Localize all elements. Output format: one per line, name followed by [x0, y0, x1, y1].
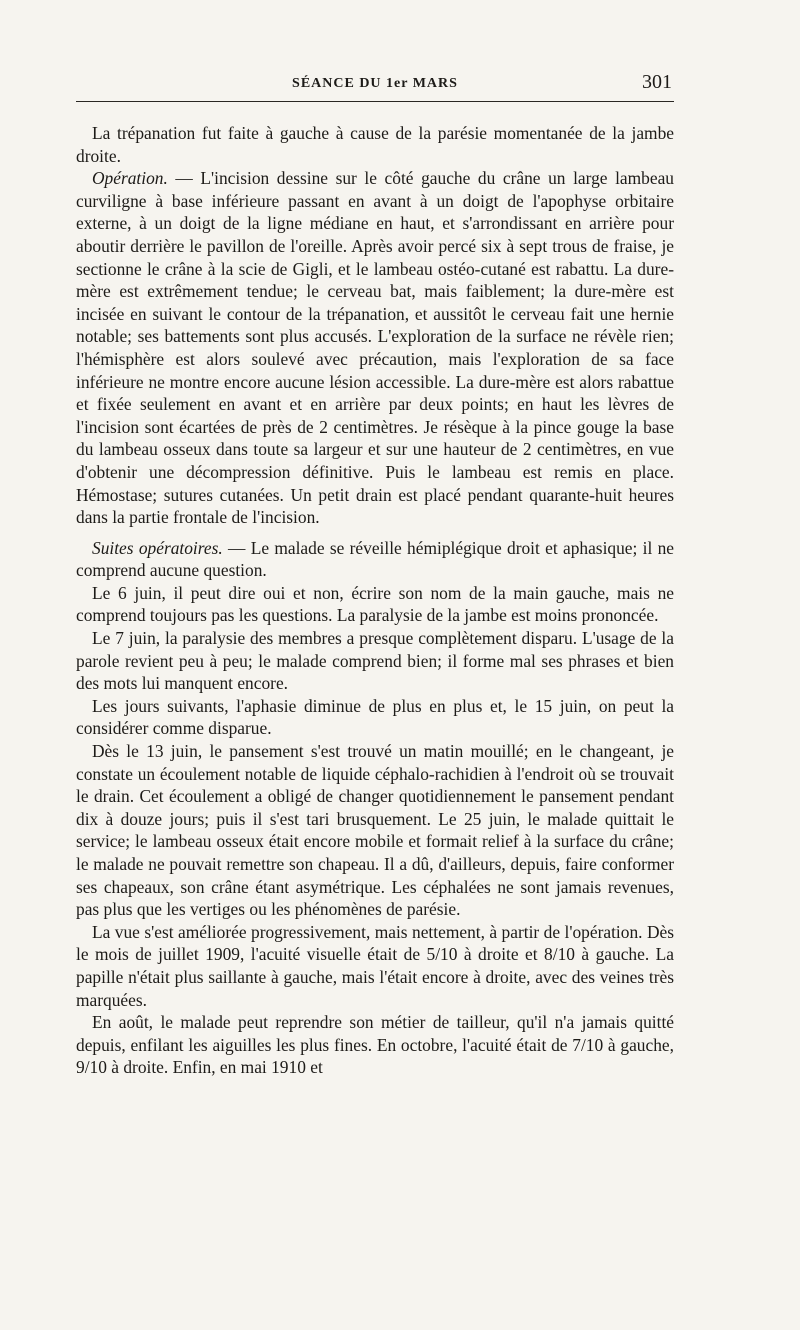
- paragraph-13-juin: [76, 740, 674, 921]
- paragraph-text: La vue s'est améliorée progressivement, mais nettement, à partir de l'opération. Dès le mois de juillet 1909, l'acuité visuelle était de 5/10 à droite et 8/10 à gauche. La papille n'était plus saillante à gauche, mais l'était encore à droite, avec des veines très marquées.: [76, 921, 674, 1010]
- paragraph-text: Le 7 juin, la paralysie des membres a presque complètement disparu. L'usage de la parole revient peu à peu; le malade comprend bien; il forme mal ses phrases et bien des mots lui manquent encore.: [76, 628, 674, 694]
- paragraph-text: — L'incision dessine sur le côté gauche du crâne un large lambeau curviligne à base inférieure passant en avant à un doigt de l'apophyse orbitaire externe, à un doigt de la ligne médiane en haut, et s'arrondissant en arrière pour aboutir derrière le pavillon de l'oreille. Après avoir percé six à sept trous de fraise, je sectionne le crâne à la scie de Gigli, et le lambeau ostéo-cutané est rabattu. La dure-mère est extrêmement tendue; le cerveau bat, mais faiblement; la dure-mère est incisée en suivant le contour de la trépanation, et aussitôt le cerveau fait une hernie notable; ses battements sont plus accusés. L'exploration de la surface ne révèle rien; l'hémisphère est alors soulevé avec précaution, mais l'exploration de sa face inférieure ne montre encore aucune lésion accessible. La dure-mère est alors rabattue et fixée seulement en avant et en arrière par deux points; en haut les lèvres de l'incision sont écartées de près de 2 centimètres. Je résèque à la pince gouge la base du lambeau osseux dans toute sa largeur et sur une hauteur de 2 centimètres, en vue d'obtenir une décompression définitive. Puis le lambeau est remis en place. Hémostase; sutures cutanées. Un petit drain est placé pendant quarante-huit heures dans la partie frontale de l'incision.: [76, 168, 674, 528]
- paragraph-operation: [76, 167, 674, 529]
- paragraph-lead: Suites opératoires.: [92, 537, 223, 558]
- paragraph-text: En août, le malade peut reprendre son métier de tailleur, qu'il n'a jamais quitté depuis, enfilant les aiguilles les plus fines. En octobre, l'acuité était de 7/10 à gauche, 9/10 à droite. Enfin, en mai 1910 et: [76, 1012, 674, 1078]
- paragraph-7-juin: [76, 627, 674, 695]
- paragraph-trepanation: [76, 122, 674, 167]
- running-title: SÉANCE DU 1er MARS: [292, 76, 458, 91]
- paragraph-text: Les jours suivants, l'aphasie diminue de plus en plus et, le 15 juin, on peut la considérer comme disparue.: [76, 695, 674, 739]
- paragraph-text: Le 6 juin, il peut dire oui et non, écrire son nom de la main gauche, mais ne comprend toujours pas les questions. La paralysie de la jambe est moins prononcée.: [76, 582, 674, 626]
- paragraph-text: Dès le 13 juin, le pansement s'est trouvé un matin mouillé; en le changeant, je constate un écoulement notable de liquide céphalo-rachidien à l'endroit où se trouvait le drain. Cet écoulement a obligé de changer quotidiennement le pansement pendant dix à douze jours; puis il s'est tari brusquement. Le 25 juin, le malade quittait le service; le lambeau osseux était encore mobile et formait relief à la surface du crâne; le malade ne pouvait remettre son chapeau. Il a dû, d'ailleurs, depuis, faire conformer ses chapeaux, son crâne étant asymétrique. Les céphalées ne sont jamais revenues, pas plus que les vertiges ou les phénomènes de parésie.: [76, 741, 674, 920]
- paragraph-text: — Le malade se réveille hémiplégique droit et aphasique; il ne comprend aucune question.: [76, 537, 675, 581]
- paragraph-text: La trépanation fut faite à gauche à cause de la parésie momentanée de la jambe droite.: [76, 123, 674, 166]
- paragraph-aout: [76, 1011, 674, 1079]
- paragraph-lead: Opération.: [92, 168, 168, 189]
- page-number: 301: [642, 71, 672, 93]
- running-head: [76, 66, 674, 96]
- paragraph-suites: [76, 537, 674, 582]
- paragraph-jours-suivants: [76, 695, 674, 740]
- paragraph-6-juin: [76, 582, 674, 627]
- book-page: [76, 66, 674, 1079]
- paragraph-vue: [76, 921, 674, 1011]
- body-text: [76, 122, 674, 1079]
- header-rule: [76, 101, 674, 102]
